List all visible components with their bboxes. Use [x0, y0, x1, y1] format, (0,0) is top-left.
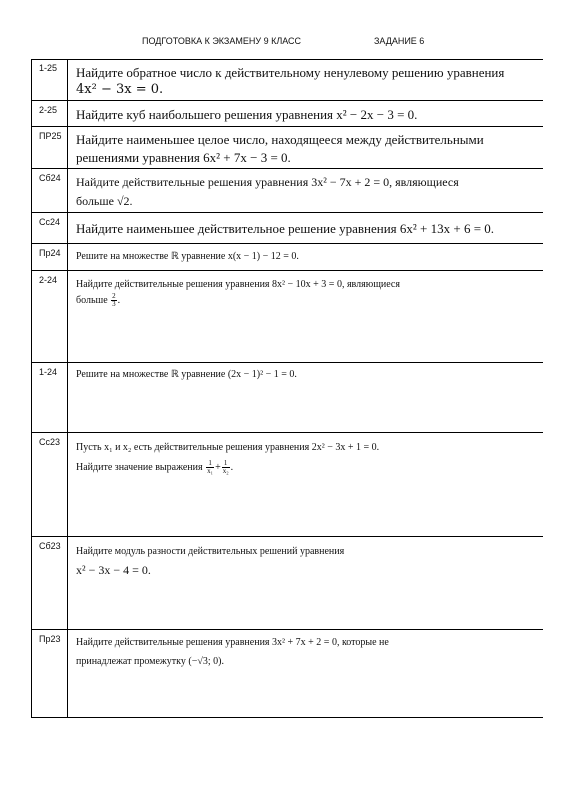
- task-code: 1-24: [39, 367, 58, 377]
- task-line: Решите на множестве ℝ уравнение (2x − 1)² − 1 = 0.: [76, 369, 297, 380]
- fraction: [206, 460, 214, 475]
- task-line: больше √2.: [76, 194, 133, 208]
- task-line: Найдите модуль разности действительных решений уравнения: [76, 546, 345, 557]
- task-text: [76, 542, 543, 580]
- task-text: [76, 368, 543, 382]
- table-row: [32, 271, 543, 363]
- table-row: [32, 169, 543, 213]
- task-code: 2-25: [39, 105, 58, 115]
- table-row: [32, 59, 543, 101]
- fraction-numerator: 1: [222, 460, 230, 468]
- table-row: [32, 244, 543, 271]
- fraction: [222, 460, 230, 475]
- task-text: [76, 131, 543, 167]
- task-text: [76, 277, 543, 309]
- plus-sign: +: [215, 462, 221, 473]
- fraction: [111, 293, 117, 308]
- table-row: [32, 213, 543, 244]
- fraction-denominator: x₂: [222, 467, 229, 476]
- task-line: Решите на множестве ℝ уравнение x(x − 1) − 12 = 0.: [76, 251, 299, 262]
- task-code: Сб24: [39, 173, 61, 183]
- task-line: Найдите куб наибольшего решения уравнения x² − 2x − 3 = 0.: [76, 107, 418, 122]
- task-code: Сб23: [39, 541, 61, 551]
- task-line: Найдите действительные решения уравнения 3x² − 7x + 2 = 0, являющиеся: [76, 175, 459, 189]
- task-word: больше: [76, 295, 108, 306]
- header-assignment: ЗАДАНИЕ 6: [374, 36, 425, 46]
- task-punct: .: [117, 295, 121, 306]
- table-row: [32, 433, 543, 537]
- table-row: [32, 127, 543, 169]
- task-line: 4x² − 3x = 0.: [76, 82, 164, 97]
- task-line: Пусть x₁ и x₂ есть действительные решения уравнения 2x² − 3x + 1 = 0.: [76, 442, 380, 453]
- task-code: Сс23: [39, 437, 61, 447]
- header-title: ПОДГОТОВКА К ЭКЗАМЕНУ 9 КЛАСС: [142, 36, 302, 46]
- table-row: [32, 101, 543, 127]
- task-line: принадлежат промежутку (−√3; 0).: [76, 656, 224, 667]
- page-header: [0, 34, 566, 50]
- task-text: [76, 64, 543, 98]
- task-line: Найдите наименьшее действительное решение уравнения 6x² + 13x + 6 = 0.: [76, 221, 495, 236]
- table-row: [32, 537, 543, 630]
- task-text: [76, 633, 543, 671]
- fraction-denominator: x₁: [207, 467, 214, 476]
- task-text: [76, 438, 543, 478]
- task-text: [76, 173, 543, 211]
- task-line: Найдите действительные решения уравнения 8x² − 10x + 3 = 0, являющиеся: [76, 279, 400, 290]
- task-code: ПР25: [39, 131, 62, 141]
- task-text: [76, 250, 543, 264]
- task-line: решениями уравнения 6x² + 7x − 3 = 0.: [76, 150, 291, 165]
- fraction-denominator: 3: [112, 300, 116, 309]
- task-word: Найдите значение выражения: [76, 462, 203, 473]
- task-code: Пр23: [39, 634, 61, 644]
- table-row: [32, 363, 543, 433]
- task-code: 2-24: [39, 275, 58, 285]
- task-text: [76, 106, 543, 123]
- task-line: [76, 458, 543, 478]
- task-punct: .: [230, 462, 234, 473]
- task-line: Найдите действительные решения уравнения 3x² + 7x + 2 = 0, которые не: [76, 637, 389, 648]
- task-line: Найдите обратное число к действительному ненулевому решению уравнения: [76, 65, 505, 80]
- task-code: Пр24: [39, 248, 61, 258]
- table-row: [32, 630, 543, 718]
- task-code: Сс24: [39, 217, 61, 227]
- task-line: [76, 293, 543, 309]
- task-line: x² − 3x − 4 = 0.: [76, 563, 151, 577]
- fraction-numerator: 1: [206, 460, 214, 468]
- task-line: Найдите наименьшее целое число, находящееся между действительными: [76, 132, 484, 147]
- task-text: [76, 220, 543, 237]
- task-code: 1-25: [39, 63, 58, 73]
- fraction-numerator: 2: [112, 292, 116, 301]
